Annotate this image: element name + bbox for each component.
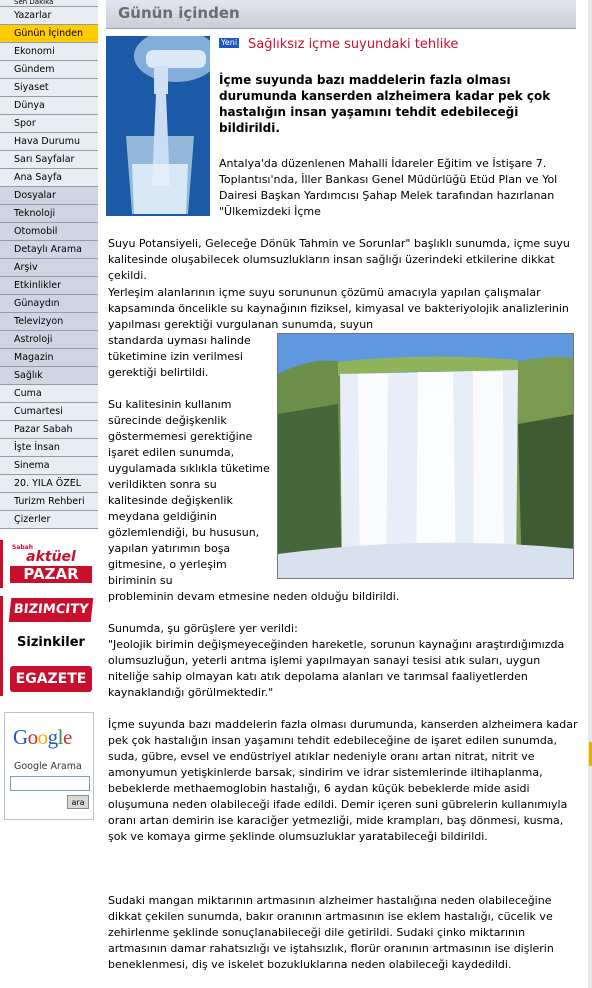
sidebar-nav-item[interactable]: Siyaset [0,79,98,97]
sidebar-nav-item[interactable]: Günaydın [0,295,98,313]
sidebar-nav-item[interactable]: Pazar Sabah [0,421,98,439]
promo-section [0,540,98,708]
pazar-text: PAZAR [10,566,92,583]
sidebar-nav-item[interactable]: Sen Dakika [0,0,98,7]
sidebar-nav-item[interactable]: Çizerler [0,511,98,529]
article-paragraph-1b: Suyu Potansiyeli, Geleceğe Dönük Tahmin ve Sorunlar" başlıklı sunumda, içme suyu kalitesinde oluşabilecek olumsuzlukların insan sağlığı üzerindeki etkilerine dikkat çekildi. [108,237,570,282]
article-quote: "Jeolojik birimin değişmeyeceğinden hareketle, sorunun kaynağını araştırdığımızda olumsuzluğun, yeterli arıtma işlemi yapılmayan sanayi tesisi atık suları, uygun niteliğe sahip olmayan katı atık depolama alanları ve tarımsal faaliyetlerden kaynaklandığı görülmektedir." [108,638,565,699]
promo-accent-bar-2 [0,596,3,696]
sidebar-nav-item[interactable]: Ana Sayfa [0,169,98,187]
article-paragraph-4 [108,621,582,701]
sidebar-nav-item[interactable]: Detaylı Arama [0,241,98,259]
sidebar-nav-item[interactable]: Arşiv [0,259,98,277]
aktuel-pazar-logo[interactable] [10,544,92,588]
sidebar-nav-item[interactable]: Etkinlikler [0,277,98,295]
article-paragraph-2a: Yerleşim alanlarının içme suyu sorununun çözümü amacıyla yapılan çalışmalar kapsamında öncelikle su kaynağının fiziksel, kimyasal ve bakteriyolojik analizlerinin yapılması gerektiği vurgulanan sunumda, suyun [108,286,569,331]
sidebar-nav-item[interactable]: Turizm Rehberi [0,493,98,511]
sidebar-nav-item[interactable]: Sağlık [0,367,98,385]
sidebar-nav-item[interactable]: Magazin [0,349,98,367]
sidebar-nav-item[interactable]: Ekonomi [0,43,98,61]
article-paragraph-3-end: probleminin devam etmesine neden olduğu bildirildi. [108,590,400,603]
sidebar-nav-item[interactable]: Teknoloji [0,205,98,223]
water-tap-image [106,36,210,216]
egazete-logo[interactable]: EGAZETE [10,666,92,692]
promo-accent-bar [0,540,3,588]
waterfall-image [277,333,574,579]
sidebar-nav-item[interactable]: Hava Durumu [0,133,98,151]
article-title: Sağlıksız içme suyundaki tehlike [248,37,459,52]
sidebar-nav [0,0,98,529]
section-header [106,0,576,29]
google-logo: Google [13,725,72,749]
aktuel-small-text: Sabah [12,544,33,551]
sidebar-nav-item[interactable]: Cuma [0,385,98,403]
google-search-box [4,712,94,820]
sidebar [0,0,98,988]
sidebar-nav-item[interactable]: Spor [0,115,98,133]
article-paragraph-4-intro: Sunumda, şu görüşlere yer verildi: [108,622,298,635]
article-lead: İçme suyunda bazı maddelerin fazla olması durumunda kanserden alzheimera kadar pek çok hastalığın insan yaşamını tehdit edebileceği bildirildi. [219,73,551,135]
sidebar-nav-item[interactable]: Sarı Sayfalar [0,151,98,169]
sidebar-nav-item[interactable]: Günün İçinden [0,25,98,43]
sidebar-nav-item[interactable]: Dünya [0,97,98,115]
article-paragraph-1a: Antalya'da düzenlenen Mahalli İdareler Eğitim ve İstişare 7. Toplantısı'nda, İller Bankası Genel Müdürlüğü Etüd Plan ve Yol Dairesi Başkan Yardımcısı Şahap Melek tarafından hazırlanan "Ülkemizdeki İçme [219,157,558,218]
sidebar-nav-item[interactable]: Televizyon [0,313,98,331]
article-paragraph-5: İçme suyunda bazı maddelerin fazla olması durumunda, kanserden alzheimera kadar pek çok hastalığın insan yaşamını tehdit edebileceğine de işaret edilen sunumda, suda, gübre, evsel ve endüstriyel atıklar nedeniyle oranı artan nitrat, nitrit ve amonyumun yetişkinlerde barsak, sindirim ve idrar sistemlerinde iltihaplanma, bebeklerde methaemoglobin hastalığı, 6 aydan küçük bebeklerde mide asidi oluşumuna neden olabileceği ifade edildi. Demir içeren suni gübrelerin kullanımıyla oranı artan demirin ise karaciğer yetmezliği, mide krampları, baş dönmesi, kusma, şok ve komaya girme şeklinde olumsuzluklar yaratabileceği bildirildi. [108,718,578,843]
sidebar-nav-item[interactable]: 20. YILA ÖZEL [0,475,98,493]
page-right-edge [588,0,592,988]
sidebar-nav-item[interactable]: Astroloji [0,331,98,349]
sidebar-nav-item[interactable]: Sinema [0,457,98,475]
sidebar-nav-item[interactable]: Gündem [0,61,98,79]
sidebar-nav-item[interactable]: Cumartesi [0,403,98,421]
sidebar-nav-item[interactable]: İşte İnsan [0,439,98,457]
google-search-input[interactable] [10,776,90,791]
google-search-button[interactable]: ara [67,795,89,809]
google-search-label: Google Arama [14,761,82,772]
sizinkiler-logo[interactable]: Sizinkiler [17,635,85,650]
bizimcity-logo[interactable]: BIZIMCITY [9,598,94,622]
new-badge: Yeni [221,38,238,47]
article-paragraph-6: Sudaki mangan miktarının artmasının alzheimer hastalığına neden olabileceğine dikkat çekilen sunumda, bakır oranının artmasının ise eklem hastalığı, cücelik ve zehirlenme şeklinde sonuçlanabileceği dile getirildi. Sudaki çinko miktarının artmasının damar rahatsızlığı ve iştahsızlık, florür oranının artmasının ise dişlerin beneklenmesi, diş ve iskelet bozukluklarına neden olabileceği kaydedildi. [108,894,554,971]
article-paragraph-2b: standarda uyması halinde tüketimine izin verilmesi gerektiği belirtildi. [108,334,251,379]
article-paragraph-3: Su kalitesinin kullanım sürecinde değişkenlik göstermemesi gerektiğine işaret edilen sunumda, uygulamada sıklıkla tüketime verildikten sonra su kalitesinde değişkenlik meydana geldiğinin gözlemlendiği, bu hususun, yapılan yatırımın boşa gitmesine, o yerleşim biriminin su [108,398,270,587]
sidebar-nav-item[interactable]: Dosyalar [0,187,98,205]
sidebar-nav-item[interactable]: Yazarlar [0,7,98,25]
sidebar-nav-item[interactable]: Otomobil [0,223,98,241]
aktuel-text: aktüel [26,549,76,565]
section-title: Günün içinden [118,4,240,22]
